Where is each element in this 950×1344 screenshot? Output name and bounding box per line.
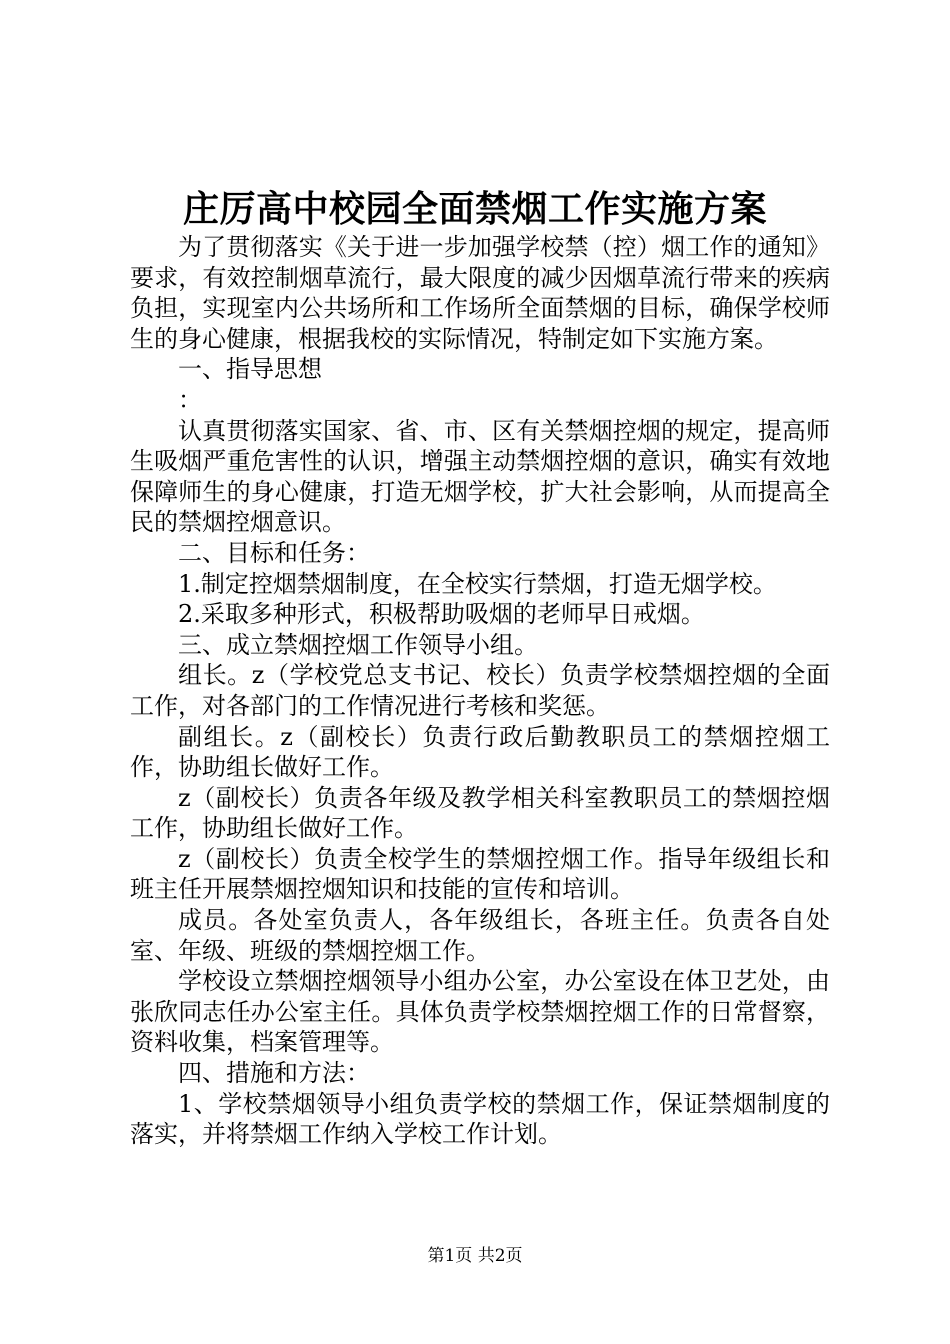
paragraph-colon: ： [178,385,202,414]
paragraph-office: 学校设立禁烟控烟领导小组办公室，办公室设在体卫艺处，由张欣同志任办公室主任。具体负责学校禁烟控烟工作的日常督察，资料收集，档案管理等。 [130,967,830,1057]
paragraph-intro: 为了贯彻落实《关于进一步加强学校禁（控）烟工作的通知》要求，有效控制烟草流行，最大限度的减少因烟草流行带来的疾病负担，实现室内公共场所和工作场所全面禁烟的目标，确保学校师生的身心健康，根据我校的实际情况，特制定如下实施方案。 [130,233,830,353]
heading-leadership-group: 三、成立禁烟控烟工作领导小组。 [178,630,538,659]
heading-goals-tasks: 二、目标和任务： [178,538,370,567]
list-item-measure-1: 1、学校禁烟领导小组负责学校的禁烟工作，保证禁烟制度的落实，并将禁烟工作纳入学校工作计划。 [130,1089,830,1149]
document-title: 庄厉高中校园全面禁烟工作实施方案 [182,188,767,230]
list-item-goal-1: 1.制定控烟禁烟制度，在全校实行禁烟，打造无烟学校。 [178,569,777,598]
heading-guiding-ideology: 一、指导思想 [178,355,322,384]
paragraph-group-leader: 组长。z（学校党总支书记、校长）负责学校禁烟控烟的全面工作，对各部门的工作情况进行考核和奖惩。 [130,661,830,720]
paragraph-members: 成员。各处室负责人，各年级组长，各班主任。负责各自处室、年级、班级的禁烟控烟工作。 [130,906,830,965]
document-body [130,232,830,1150]
heading-measures-methods: 四、措施和方法： [178,1059,370,1088]
list-item-goal-2: 2.采取多种形式，积极帮助吸烟的老师早日戒烟。 [178,600,705,629]
paragraph-deputy-leader-2: z（副校长）负责各年级及教学相关科室教职员工的禁烟控烟工作，协助组长做好工作。 [130,783,830,843]
paragraph-deputy-leader-3: z（副校长）负责全校学生的禁烟控烟工作。指导年级组长和班主任开展禁烟控烟知识和技能的宣传和培训。 [130,844,830,904]
paragraph-ideology: 认真贯彻落实国家、省、市、区有关禁烟控烟的规定，提高师生吸烟严重危害性的认识，增强主动禁烟控烟的意识，确实有效地保障师生的身心健康，打造无烟学校，扩大社会影响，从而提高全民的禁烟控烟意识。 [130,416,830,537]
page-number-footer: 第1页 共2页 [427,1246,523,1266]
paragraph-deputy-leader-1: 副组长。z（副校长）负责行政后勤教职员工的禁烟控烟工作，协助组长做好工作。 [130,722,830,782]
